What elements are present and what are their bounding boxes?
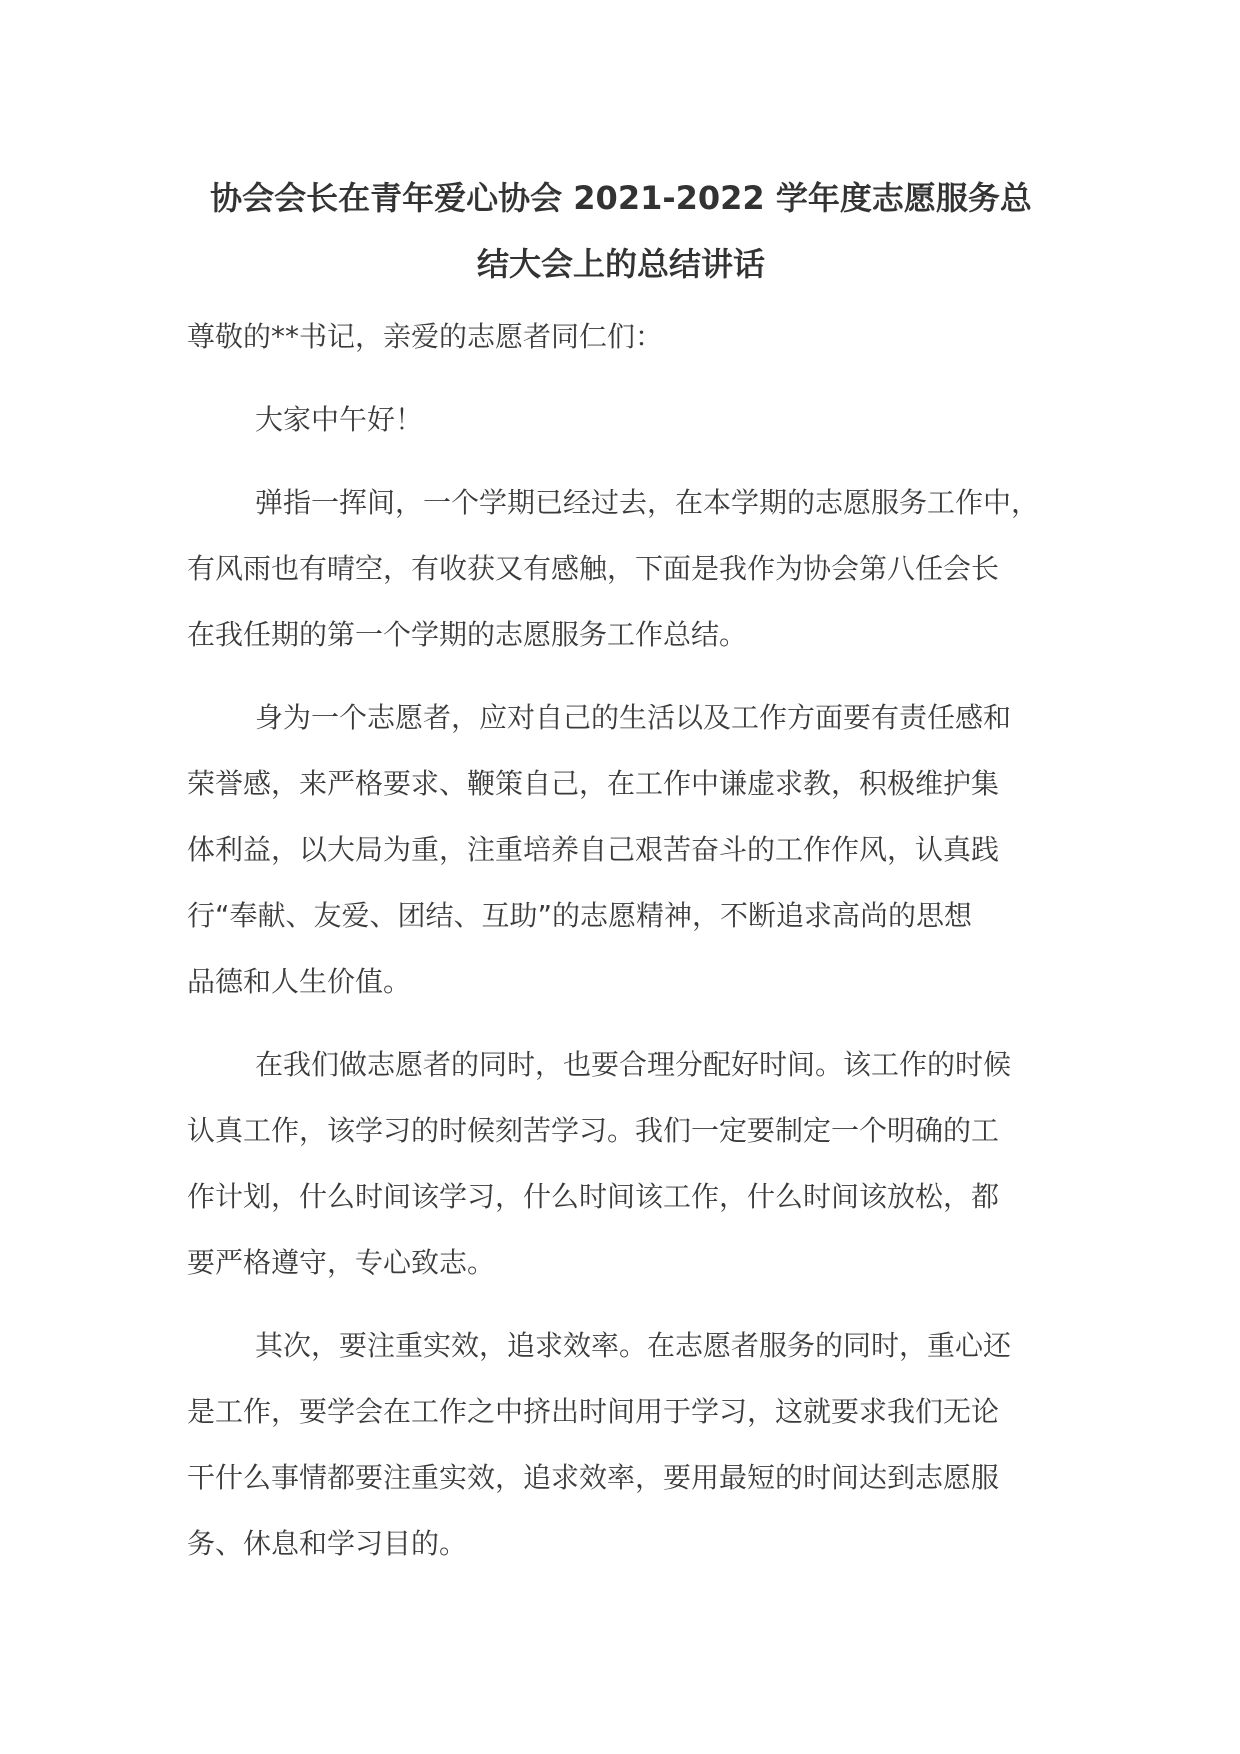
salutation: 尊敬的**书记，亲爱的志愿者同仁们： bbox=[187, 320, 664, 353]
paragraph-line: 其次，要注重实效，追求效率。在志愿者服务的同时，重心还 bbox=[255, 1329, 1012, 1362]
paragraph-4 bbox=[187, 1313, 1055, 1577]
paragraph-line: 务、休息和学习目的。 bbox=[187, 1527, 468, 1560]
paragraph-line: 是工作，要学会在工作之中挤出时间用于学习，这就要求我们无论 bbox=[187, 1395, 1000, 1428]
paragraph-line: 有风雨也有晴空，有收获又有感触，下面是我作为协会第八任会长 bbox=[187, 552, 1000, 585]
document-page bbox=[187, 165, 1055, 1594]
paragraph-line: 体利益，以大局为重，注重培养自己艰苦奋斗的工作作风，认真践 bbox=[187, 833, 1000, 866]
paragraph-line: 弹指一挥间，一个学期已经过去，在本学期的志愿服务工作中， bbox=[255, 486, 1040, 519]
paragraph-line: 作计划，什么时间该学习，什么时间该工作，什么时间该放松，都 bbox=[187, 1180, 1000, 1213]
paragraph-line: 身为一个志愿者，应对自己的生活以及工作方面要有责任感和 bbox=[255, 701, 1012, 734]
paragraph-line: 干什么事情都要注重实效，追求效率，要用最短的时间达到志愿服 bbox=[187, 1461, 1000, 1494]
paragraph-line: 要严格遵守，专心致志。 bbox=[187, 1246, 496, 1279]
greeting-paragraph bbox=[187, 387, 1055, 453]
paragraph-line: 认真工作，该学习的时候刻苦学习。我们一定要制定一个明确的工 bbox=[187, 1114, 1000, 1147]
paragraph-line: 在我们做志愿者的同时，也要合理分配好时间。该工作的时候 bbox=[255, 1048, 1012, 1081]
title-line-2: 结大会上的总结讲话 bbox=[476, 245, 765, 283]
greeting: 大家中午好！ bbox=[255, 403, 424, 436]
paragraph-line: 荣誉感，来严格要求、鞭策自己，在工作中谦虚求教，积极维护集 bbox=[187, 767, 1000, 800]
paragraph-3 bbox=[187, 1032, 1055, 1296]
paragraph-2 bbox=[187, 685, 1055, 1015]
paragraph-1 bbox=[187, 470, 1055, 668]
title-line-1: 协会会长在青年爱心协会 2021-2022 学年度志愿服务总 bbox=[210, 179, 1032, 217]
document-title bbox=[187, 165, 1055, 297]
paragraph-line: 在我任期的第一个学期的志愿服务工作总结。 bbox=[187, 618, 748, 651]
paragraph-line: 品德和人生价值。 bbox=[187, 965, 412, 998]
paragraph-line: 行“奉献、友爱、团结、互助”的志愿精神，不断追求高尚的思想 bbox=[187, 899, 973, 932]
